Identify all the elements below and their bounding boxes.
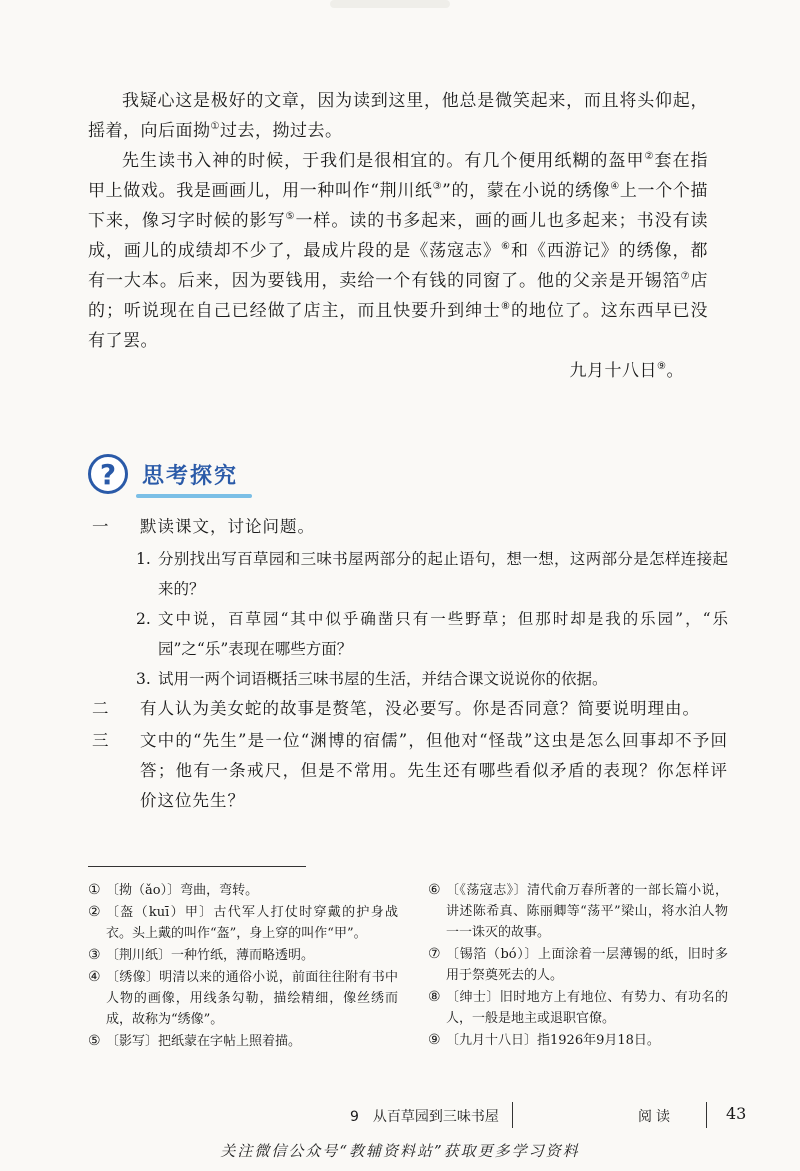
footnote-3 [88, 945, 398, 966]
exercise-text: 有人认为美女蛇的故事是赘笔，没必要写。你是否同意？简要说明理由。 [140, 699, 700, 718]
footnote-divider [88, 866, 306, 867]
sub-question-number: 3. [136, 670, 151, 688]
footnote-text: 〔绅士〕旧时地方上有地位、有势力、有功名的人，一般是地主或退职官僚。 [446, 990, 728, 1026]
top-scan-mark [330, 0, 450, 8]
section-title: 思考探究 [136, 459, 244, 490]
exercise-text: 默读课文，讨论问题。 [140, 517, 315, 536]
footnote-text: 〔锡箔（bó）〕上面涂着一层薄锡的纸，旧时多用于祭奠死去的人。 [446, 947, 728, 983]
footnote-mark: ② [88, 904, 101, 920]
watermark-text: 关注微信公众号“教辅资料站”获取更多学习资料 [220, 1142, 580, 1160]
footnote-text: 〔盔（kuī）甲〕古代军人打仗时穿戴的护身战衣。头上戴的叫作“盔”，身上穿的叫作“甲”。 [106, 905, 398, 941]
exercise-text: 文中的“先生”是一位“渊博的宿儒”，但他对“怪哉”这虫是怎么回事却不予回答；他有一条戒尺，但是不常用。先生还有哪些看似矛盾的表现？你怎样评价这位先生？ [140, 731, 728, 810]
exercise-2 [88, 694, 728, 724]
sub-question-1 [88, 544, 728, 604]
footnote-5 [88, 1031, 398, 1052]
footer-separator [706, 1102, 707, 1128]
exercise-list [88, 512, 728, 818]
sub-question-number: 2. [136, 610, 151, 628]
footnotes-right-column [428, 880, 728, 1052]
footnote-text: 〔荆川纸〕一种竹纸，薄而略透明。 [106, 948, 315, 963]
footnote-2 [88, 902, 398, 944]
footnote-mark: ⑧ [428, 989, 441, 1005]
footnote-mark: ⑨ [428, 1032, 441, 1048]
exercise-number: 二 [92, 699, 109, 718]
footnote-mark: ⑤ [88, 1033, 101, 1049]
page-number: 43 [726, 1104, 747, 1123]
footnote-mark: ⑦ [428, 946, 441, 962]
footnote-mark: ④ [88, 969, 101, 985]
footnote-7 [428, 944, 728, 986]
footnote-6 [428, 880, 728, 943]
footnote-8 [428, 987, 728, 1029]
sub-question-text: 文中说，百草园“其中似乎确凿只有一些野草；但那时却是我的乐园”，“乐园”之“乐”表现在哪些方面？ [158, 610, 728, 658]
exercise-number: 三 [92, 731, 109, 750]
section-label: 阅读 [638, 1109, 674, 1125]
sub-question-text: 试用一两个词语概括三味书屋的生活，并结合课文说说你的依据。 [158, 670, 608, 688]
footnotes-left-column [88, 880, 398, 1053]
footnote-text: 〔拗（ǎo）〕弯曲，弯转。 [106, 883, 259, 898]
footnote-mark: ③ [88, 947, 101, 963]
sub-question-3 [88, 664, 728, 694]
paragraph-2: 先生读书入神的时候，于我们是很相宜的。有几个便用纸糊的盔甲②套在指甲上做戏。我是画画儿，用一种叫作“荆川纸③”的，蒙在小说的绣像④上一个个描下来，像习字时候的影写⑤一样。读的书多起来，画的画儿也多起来；书没有读成，画儿的成绩却不少了，最成片段的是《荡寇志》⑥和《西游记》的绣像，都有一大本。后来，因为要钱用，卖给一个有钱的同窗了。他的父亲是开锡箔⑦店的；听说现在自己已经做了店主，而且快要升到绅士⑧的地位了。这东西早已没有了罢。 [88, 151, 709, 351]
footnote-4 [88, 967, 398, 1030]
footnote-text: 〔九月十八日〕指1926年9月18日。 [446, 1033, 660, 1048]
exercise-1 [88, 512, 728, 542]
page-footer [0, 1100, 800, 1130]
date-line: 九月十八日⑨。 [569, 361, 684, 381]
footnote-text: 〔《荡寇志》〕清代俞万春所著的一部长篇小说，讲述陈希真、陈丽卿等“荡平”梁山，将水泊人物一一诛灭的故事。 [446, 883, 728, 940]
sub-question-text: 分别找出写百草园和三味书屋两部分的起止语句，想一想，这两部分是怎样连接起来的？ [158, 550, 728, 598]
footnote-1 [88, 880, 398, 901]
footer-separator [512, 1102, 513, 1128]
sub-question-2 [88, 604, 728, 664]
question-mark-icon: ? [88, 454, 128, 494]
footnote-text: 〔影写〕把纸蒙在字帖上照着描。 [106, 1034, 302, 1049]
footnote-text: 〔绣像〕明清以来的通俗小说，前面往往附有书中人物的画像，用线条勾勒，描绘精细，像丝绣而成，故称为“绣像”。 [106, 970, 398, 1027]
story-text [88, 86, 708, 386]
footnote-mark: ⑥ [428, 882, 441, 898]
footnote-9 [428, 1030, 728, 1051]
footnote-mark: ① [88, 882, 101, 898]
sub-question-number: 1. [136, 550, 151, 568]
chapter-title: 9 从百草园到三味书屋 [350, 1109, 499, 1125]
section-header [88, 450, 244, 498]
exercise-number: 一 [92, 517, 109, 536]
paragraph-1: 我疑心这是极好的文章，因为读到这里，他总是微笑起来，而且将头仰起，摇着，向后面拗①过去，拗过去。 [88, 91, 708, 141]
exercise-3 [88, 726, 728, 816]
